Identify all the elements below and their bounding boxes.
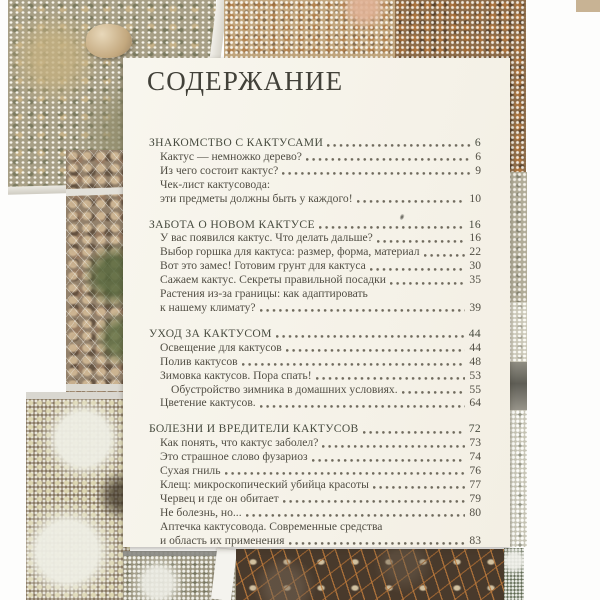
page-number: 72 — [468, 422, 481, 436]
toc-entry-label: Чек-лист кактусовода: — [160, 177, 271, 191]
dot-leader — [319, 226, 465, 229]
toc-entry-label: ЗНАКОМСТВО С КАКТУСАМИ — [149, 136, 324, 149]
toc-entry — [149, 355, 481, 369]
dot-leader — [283, 500, 466, 503]
page-number: 53 — [469, 368, 481, 382]
page-number: 6 — [475, 149, 481, 163]
page-number: 10 — [469, 191, 481, 205]
dot-leader — [306, 158, 471, 161]
toc-entry-label: Из чего состоит кактус? — [160, 163, 279, 177]
page-number: 74 — [469, 450, 481, 464]
toc-entry — [149, 259, 481, 273]
page-number: 79 — [469, 491, 481, 505]
dot-leader — [260, 405, 466, 408]
dot-leader — [370, 268, 466, 271]
page-number: 55 — [469, 382, 481, 396]
toc-entry-label: Сухая гниль — [160, 464, 221, 478]
dot-leader — [402, 391, 466, 394]
page-number: 16 — [468, 217, 481, 231]
toc-entry — [149, 164, 481, 178]
toc-entry-label: У вас появился кактус. Что делать дальше? — [160, 231, 373, 245]
toc-entry — [149, 287, 481, 301]
dot-leader — [316, 377, 466, 380]
toc-entry — [149, 534, 481, 548]
toc-section-heading — [149, 218, 481, 232]
toc-section-heading — [149, 327, 481, 341]
toc-entry-label: и область их применения — [160, 533, 285, 547]
toc-entry-label: Зимовка кактусов. Пора спать! — [160, 368, 312, 382]
toc-entry-label: ЗАБОТА О НОВОМ КАКТУСЕ — [149, 217, 315, 231]
dot-leader — [225, 472, 466, 475]
dot-leader — [260, 309, 466, 312]
toc-entry-label: Цветение кактусов. — [160, 396, 256, 410]
toc-entry — [149, 396, 481, 410]
toc-entry — [149, 383, 481, 397]
dot-leader — [289, 542, 466, 545]
book-page — [123, 58, 510, 547]
page-number: 44 — [468, 326, 481, 340]
toc-section — [149, 136, 481, 206]
toc-entry — [149, 478, 481, 492]
toc-section-heading — [149, 422, 481, 436]
toc-section-heading — [149, 136, 481, 150]
photo-pot-rim — [66, 384, 130, 391]
toc-entry-label: Растения из-за границы: как адаптировать — [160, 287, 368, 301]
toc-entry — [149, 150, 481, 164]
toc-entry — [149, 301, 481, 315]
page-number: 64 — [469, 396, 481, 410]
dot-leader — [242, 363, 466, 366]
dot-leader — [286, 349, 466, 352]
toc-entry-label: Клещ: микроскопический убийца красоты — [160, 477, 369, 491]
toc-entry — [149, 506, 481, 520]
toc-list — [149, 136, 481, 547]
dot-leader — [373, 486, 465, 489]
toc-entry — [149, 273, 481, 287]
toc-entry — [149, 520, 481, 534]
page-number: 6 — [474, 136, 481, 149]
dot-leader — [282, 172, 471, 175]
page-number: 80 — [469, 505, 481, 519]
toc-entry — [149, 231, 481, 245]
page-number: 22 — [469, 245, 481, 259]
toc-entry-label: УХОД ЗА КАКТУСОМ — [149, 326, 272, 340]
dot-leader — [246, 514, 466, 517]
page-title: СОДЕРЖАНИЕ — [147, 66, 344, 96]
toc-entry — [149, 450, 481, 464]
page-number: 39 — [469, 300, 481, 314]
toc-entry — [149, 464, 481, 478]
toc-entry-label: Вот это замес! Готовим грунт для кактуса — [160, 259, 366, 273]
toc-entry-label: Освещение для кактусов — [160, 340, 282, 354]
page-number: 16 — [469, 231, 481, 245]
photo-bottom-band-right — [504, 548, 524, 600]
photo-cactus-pot-top-middle — [224, 0, 395, 60]
toc-entry-label: Аптечка кактусовода. Современные средства — [160, 519, 383, 533]
toc-entry — [149, 192, 481, 206]
toc-entry — [149, 492, 481, 506]
page-number: 73 — [469, 436, 481, 450]
toc-entry — [149, 245, 481, 259]
toc-entry — [149, 436, 481, 450]
toc-entry — [149, 178, 481, 192]
page-number: 48 — [469, 354, 481, 368]
photo-fragment-top-right — [576, 0, 600, 12]
dot-leader — [357, 200, 466, 203]
toc-section — [149, 422, 481, 547]
dot-leader — [424, 254, 466, 257]
dot-leader — [377, 240, 466, 243]
page-number: 30 — [469, 259, 481, 273]
dot-leader — [363, 431, 465, 434]
toc-section — [149, 327, 481, 410]
toc-entry-label: Это страшное слово фузариоз — [160, 450, 308, 464]
page-number: 76 — [469, 464, 481, 478]
toc-entry-label: Червец и где он обитает — [160, 491, 279, 505]
page-number: 83 — [469, 533, 481, 547]
toc-entry-label: БОЛЕЗНИ И ВРЕДИТЕЛИ КАКТУСОВ — [149, 422, 359, 436]
toc-entry-label: Выбор горшка для кактуса: размер, форма, материал — [160, 245, 420, 259]
photo-wiry-cactus-pot-bottom — [236, 549, 506, 600]
dot-leader — [322, 445, 465, 448]
toc-entry-label: Сажаем кактус. Секреты правильной посадки — [160, 273, 386, 287]
toc-entry — [149, 341, 481, 355]
toc-entry-label: к нашему климату? — [160, 300, 256, 314]
dot-leader — [390, 282, 465, 285]
page-number: 9 — [475, 163, 481, 177]
toc-entry-label: Полив кактусов — [160, 354, 238, 368]
photo-fuzzy-cactus-pot-bottom-left — [26, 399, 130, 600]
toc-entry-label: Как понять, что кактус заболел? — [160, 436, 319, 450]
toc-section — [149, 218, 481, 315]
dot-leader — [312, 459, 466, 462]
toc-entry-label: Не болезнь, но... — [160, 505, 242, 519]
toc-entry-label: эти предметы должны быть у каждого! — [160, 191, 353, 205]
toc-entry-label: Обустройство зимника в домашних условиях. — [171, 382, 398, 396]
page-number: 77 — [469, 477, 481, 491]
dot-leader — [276, 335, 465, 338]
toc-entry-label: Кактус — немножко дерево? — [160, 149, 302, 163]
page-number: 44 — [469, 340, 481, 354]
photo-pot-rim — [26, 392, 130, 399]
dot-leader — [327, 144, 471, 147]
page-number: 35 — [469, 273, 481, 287]
toc-entry — [149, 369, 481, 383]
